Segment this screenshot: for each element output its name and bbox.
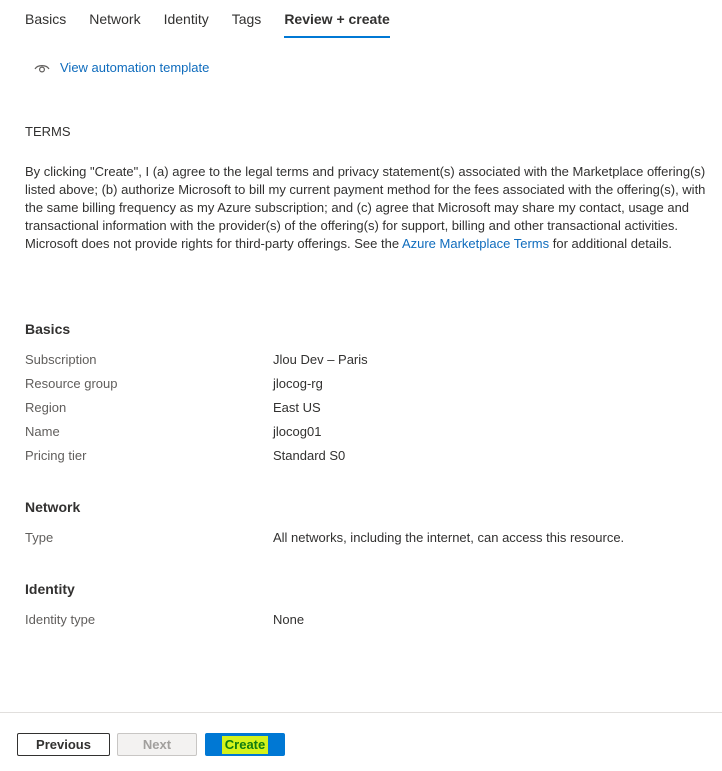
automation-link-label: View automation template [60, 60, 210, 75]
footer-divider [0, 712, 722, 713]
tab-network[interactable]: Network [89, 11, 141, 27]
basics-section-title: Basics [25, 321, 71, 337]
terms-text [25, 163, 707, 253]
tab-tags[interactable]: Tags [231, 11, 262, 27]
previous-button[interactable]: Previous [17, 733, 110, 756]
summary-key: Pricing tier [25, 448, 87, 463]
summary-value: None [273, 612, 305, 627]
summary-key: Type [25, 530, 54, 545]
summary-key: Identity type [25, 612, 96, 627]
summary-key: Resource group [25, 376, 118, 391]
tab-identity[interactable]: Identity [163, 11, 209, 27]
summary-value: jlocog-rg [273, 376, 323, 391]
summary-value: Standard S0 [273, 448, 346, 463]
wizard-tabs [25, 0, 413, 40]
summary-key: Subscription [25, 352, 97, 367]
identity-section-title: Identity [25, 581, 75, 597]
summary-key: Region [25, 400, 67, 415]
eye-icon [34, 62, 50, 74]
summary-value: jlocog01 [273, 424, 322, 439]
network-section-title: Network [25, 499, 81, 515]
azure-marketplace-terms-link[interactable]: Azure Marketplace Terms [401, 236, 550, 251]
summary-key: Name [25, 424, 60, 439]
create-button[interactable] [205, 733, 285, 756]
tab-basics[interactable]: Basics [25, 11, 67, 27]
create-button-label: Create [222, 736, 268, 754]
terms-heading: TERMS [25, 124, 71, 139]
summary-value: All networks, including the internet, can access this resource. [273, 530, 625, 545]
summary-value: East US [273, 400, 321, 415]
summary-value: Jlou Dev – Paris [273, 352, 368, 367]
view-automation-template-link[interactable] [34, 60, 209, 75]
tab-review-create[interactable]: Review + create [284, 0, 389, 40]
terms-text-part2: for additional details. [549, 236, 672, 251]
next-button: Next [117, 733, 197, 756]
terms-text-part1: By clicking "Create", I (a) agree to the legal terms and privacy statement(s) associated with the Marketplace offering(s) listed above; (b) authorize Microsoft to bill my current payment method for the fees associated with the offering(s), with the same billing frequency as my Azure subscription; and (c) agree that Microsoft may share my contact, usage and transactional information with the provider(s) of the offering(s) for support, billing and other transactional activities. Microsoft does not provide rights for third-party offerings. See the [25, 164, 706, 251]
